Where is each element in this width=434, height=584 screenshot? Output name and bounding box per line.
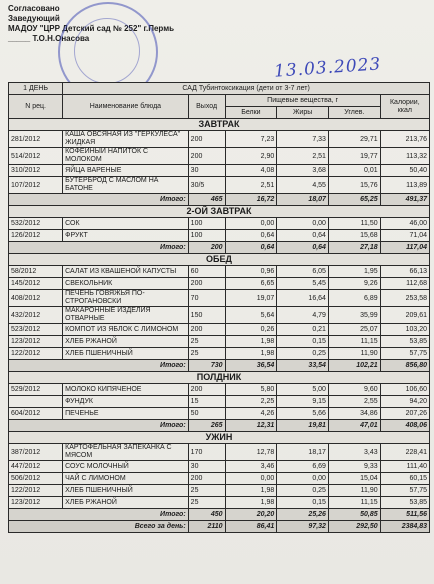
subtotal-calories: 117,04 [380,242,429,254]
grand-total-carbs: 292,50 [328,521,380,533]
dish-output: 200 [188,278,225,290]
protein-value: 0,26 [225,324,277,336]
fat-value: 16,64 [277,290,329,307]
dish-name: ПЕЧЕНЬЕ [63,408,189,420]
section-title: УЖИН [9,432,430,444]
recipe-number: 408/2012 [9,290,63,307]
section-title: ЗАВТРАК [9,119,430,131]
dish-output: 30 [188,165,225,177]
protein-value: 1,98 [225,348,277,360]
dish-output: 15 [188,396,225,408]
subtotal-fat: 19,81 [277,420,329,432]
recipe-number: 604/2012 [9,408,63,420]
calories-value: 60,15 [380,473,429,485]
dish-output: 200 [188,384,225,396]
subtotal-label: Итого: [9,194,189,206]
dish-name: СВЕКОЛЬНИК [63,278,189,290]
section-header [9,206,430,218]
approval-line-3: МАДОУ "ЦРР Детский сад № 252" г.Пермь [8,24,175,33]
dish-name: КАША ОВСЯНАЯ ИЗ "ГЕРКУЛЕСА" ЖИДКАЯ [63,131,189,148]
carbs-value: 9,26 [328,278,380,290]
subtotal-carbs: 65,25 [328,194,380,206]
calories-value: 53,85 [380,336,429,348]
dish-name: ХЛЕБ ПШЕНИЧНЫЙ [63,348,189,360]
section-title: 2-ОЙ ЗАВТРАК [9,206,430,218]
approval-line-1: Согласовано [8,4,60,13]
recipe-number: 447/2012 [9,461,63,473]
carbs-value: 35,99 [328,307,380,324]
subtotal-row [9,194,430,206]
carbs-value: 34,86 [328,408,380,420]
recipe-number: 126/2012 [9,230,63,242]
dish-output: 30/5 [188,177,225,194]
calories-value: 113,89 [380,177,429,194]
recipe-number: 58/2012 [9,266,63,278]
fat-value: 4,55 [277,177,329,194]
calories-value: 53,85 [380,497,429,509]
subtotal-calories: 856,80 [380,360,429,372]
subtotal-row [9,509,430,521]
dish-output: 200 [188,131,225,148]
calories-value: 66,13 [380,266,429,278]
subtotal-label: Итого: [9,242,189,254]
table-row [9,485,430,497]
fat-value: 0,25 [277,485,329,497]
section-header [9,372,430,384]
fat-value: 2,51 [277,148,329,165]
table-row [9,278,430,290]
subtotal-row [9,420,430,432]
protein-value: 1,98 [225,485,277,497]
subtotal-protein: 16,72 [225,194,277,206]
grand-total-calories: 2384,83 [380,521,429,533]
table-row [9,461,430,473]
carbs-value: 6,89 [328,290,380,307]
calories-value: 253,58 [380,290,429,307]
recipe-number: 532/2012 [9,218,63,230]
subtotal-fat: 33,54 [277,360,329,372]
dish-output: 70 [188,290,225,307]
subtotal-carbs: 50,85 [328,509,380,521]
carbs-value: 29,71 [328,131,380,148]
fat-value: 0,25 [277,348,329,360]
calories-value: 57,75 [380,485,429,497]
table-row [9,444,430,461]
carbs-value: 19,77 [328,148,380,165]
table-row [9,497,430,509]
protein-value: 2,25 [225,396,277,408]
dish-name: СОК [63,218,189,230]
recipe-number: 281/2012 [9,131,63,148]
subtotal-label: Итого: [9,360,189,372]
table-row [9,165,430,177]
subtotal-protein: 20,20 [225,509,277,521]
recipe-number: 432/2012 [9,307,63,324]
calories-value: 213,76 [380,131,429,148]
recipe-number: 529/2012 [9,384,63,396]
menu-body [9,119,430,533]
dish-name: ХЛЕБ ПШЕНИЧНЫЙ [63,485,189,497]
carbs-value: 15,04 [328,473,380,485]
dish-name: СОУС МОЛОЧНЫЙ [63,461,189,473]
carbs-value: 15,76 [328,177,380,194]
dish-output: 60 [188,266,225,278]
subtotal-row [9,242,430,254]
subtotal-fat: 18,07 [277,194,329,206]
protein-value: 6,65 [225,278,277,290]
table-row [9,131,430,148]
dish-name: КОФЕЙНЫЙ НАПИТОК С МОЛОКОМ [63,148,189,165]
table-row [9,230,430,242]
protein-value: 1,98 [225,336,277,348]
table-row [9,266,430,278]
grand-total-row [9,521,430,533]
protein-value: 2,90 [225,148,277,165]
grand-total-protein: 86,41 [225,521,277,533]
dish-name: ХЛЕБ РЖАНОЙ [63,336,189,348]
calories-value: 113,32 [380,148,429,165]
recipe-number: 107/2012 [9,177,63,194]
grand-total-fat: 97,32 [277,521,329,533]
subtotal-fat: 0,64 [277,242,329,254]
protein-value: 4,08 [225,165,277,177]
recipe-number: 145/2012 [9,278,63,290]
carbs-value: 11,90 [328,348,380,360]
protein-value: 5,64 [225,307,277,324]
fat-value: 9,15 [277,396,329,408]
subtotal-calories: 511,56 [380,509,429,521]
protein-value: 4,26 [225,408,277,420]
calories-value: 103,20 [380,324,429,336]
fat-value: 6,05 [277,266,329,278]
calories-value: 228,41 [380,444,429,461]
dish-output: 25 [188,336,225,348]
subtotal-row [9,360,430,372]
subtotal-fat: 25,26 [277,509,329,521]
dish-name: ФУНДУК [63,396,189,408]
subtotal-carbs: 102,21 [328,360,380,372]
carbs-value: 11,15 [328,336,380,348]
fat-value: 4,79 [277,307,329,324]
header-calories: Калории, ккал [380,95,429,119]
subtotal-output: 465 [188,194,225,206]
protein-value: 0,64 [225,230,277,242]
calories-value: 94,20 [380,396,429,408]
carbs-value: 9,33 [328,461,380,473]
approval-line-4: _____ Т.О.Н.Онасова [8,34,90,43]
fat-value: 5,00 [277,384,329,396]
header-protein: Белки [225,107,277,119]
dish-name: ХЛЕБ РЖАНОЙ [63,497,189,509]
table-row [9,408,430,420]
dish-name: ФРУКТ [63,230,189,242]
calories-value: 71,04 [380,230,429,242]
dish-output: 30 [188,461,225,473]
grand-total-label: Всего за день: [9,521,189,533]
section-header [9,432,430,444]
dish-name: ЯЙЦА ВАРЕНЫЕ [63,165,189,177]
protein-value: 2,51 [225,177,277,194]
grand-total-output: 2110 [188,521,225,533]
section-header [9,119,430,131]
menu-title: САД Тубинтоксикация (дети от 3-7 лет) [63,83,430,95]
header-dish-name: Наименование блюда [63,95,189,119]
carbs-value: 9,60 [328,384,380,396]
subtotal-protein: 0,64 [225,242,277,254]
fat-value: 5,66 [277,408,329,420]
protein-value: 5,80 [225,384,277,396]
dish-output: 25 [188,348,225,360]
approval-line-2: Заведующий [8,14,60,23]
calories-value: 111,40 [380,461,429,473]
table-row [9,177,430,194]
fat-value: 0,00 [277,473,329,485]
recipe-number: 123/2012 [9,497,63,509]
protein-value: 0,00 [225,218,277,230]
dish-output: 25 [188,485,225,497]
protein-value: 19,07 [225,290,277,307]
recipe-number [9,396,63,408]
carbs-value: 1,95 [328,266,380,278]
fat-value: 0,15 [277,497,329,509]
table-row [9,336,430,348]
fat-value: 0,15 [277,336,329,348]
protein-value: 0,00 [225,473,277,485]
dish-output: 200 [188,473,225,485]
subtotal-label: Итого: [9,420,189,432]
carbs-value: 11,15 [328,497,380,509]
day-label: 1 ДЕНЬ [9,83,63,95]
table-row [9,473,430,485]
menu-table [8,82,430,533]
subtotal-output: 450 [188,509,225,521]
subtotal-output: 265 [188,420,225,432]
dish-output: 200 [188,324,225,336]
dish-name: МАКАРОННЫЕ ИЗДЕЛИЯ ОТВАРНЫЕ [63,307,189,324]
recipe-number: 122/2012 [9,485,63,497]
fat-value: 7,33 [277,131,329,148]
subtotal-calories: 491,37 [380,194,429,206]
table-row [9,148,430,165]
dish-name: БУТЕРБРОД С МАСЛОМ НА БАТОНЕ [63,177,189,194]
protein-value: 3,46 [225,461,277,473]
dish-output: 25 [188,497,225,509]
dish-name: КАРТОФЕЛЬНАЯ ЗАПЕКАНКА С МЯСОМ [63,444,189,461]
dish-name: ЧАЙ С ЛИМОНОМ [63,473,189,485]
calories-value: 112,68 [380,278,429,290]
protein-value: 12,78 [225,444,277,461]
recipe-number: 122/2012 [9,348,63,360]
header-carbs: Углев. [328,107,380,119]
recipe-number: 523/2012 [9,324,63,336]
dish-output: 100 [188,230,225,242]
recipe-number: 123/2012 [9,336,63,348]
calories-value: 57,75 [380,348,429,360]
recipe-number: 506/2012 [9,473,63,485]
table-row [9,324,430,336]
carbs-value: 15,68 [328,230,380,242]
calories-value: 50,40 [380,165,429,177]
calories-value: 106,60 [380,384,429,396]
table-row [9,290,430,307]
header-fat: Жиры [277,107,329,119]
dish-output: 50 [188,408,225,420]
carbs-value: 11,90 [328,485,380,497]
subtotal-protein: 12,31 [225,420,277,432]
table-row [9,384,430,396]
calories-value: 207,26 [380,408,429,420]
recipe-number: 310/2012 [9,165,63,177]
table-row [9,218,430,230]
fat-value: 18,17 [277,444,329,461]
section-header [9,254,430,266]
protein-value: 0,96 [225,266,277,278]
dish-output: 200 [188,148,225,165]
dish-output: 150 [188,307,225,324]
header-output: Выход [188,95,225,119]
subtotal-output: 200 [188,242,225,254]
header-recipe-no: N рец. [9,95,63,119]
calories-value: 209,61 [380,307,429,324]
table-row [9,348,430,360]
recipe-number: 387/2012 [9,444,63,461]
calories-value: 46,00 [380,218,429,230]
subtotal-calories: 408,06 [380,420,429,432]
fat-value: 0,64 [277,230,329,242]
fat-value: 0,21 [277,324,329,336]
protein-value: 1,98 [225,497,277,509]
handwritten-date: 13.03.2023 [273,54,382,82]
section-title: ПОЛДНИК [9,372,430,384]
recipe-number: 514/2012 [9,148,63,165]
section-title: ОБЕД [9,254,430,266]
carbs-value: 11,50 [328,218,380,230]
fat-value: 6,69 [277,461,329,473]
subtotal-label: Итого: [9,509,189,521]
carbs-value: 2,55 [328,396,380,408]
dish-output: 170 [188,444,225,461]
subtotal-output: 730 [188,360,225,372]
subtotal-protein: 36,54 [225,360,277,372]
fat-value: 3,68 [277,165,329,177]
dish-output: 100 [188,218,225,230]
carbs-value: 0,01 [328,165,380,177]
table-row [9,307,430,324]
fat-value: 5,45 [277,278,329,290]
carbs-value: 25,07 [328,324,380,336]
header-nutrients: Пищевые вещества, г [225,95,380,107]
subtotal-carbs: 27,18 [328,242,380,254]
protein-value: 7,23 [225,131,277,148]
fat-value: 0,00 [277,218,329,230]
table-row [9,396,430,408]
subtotal-carbs: 47,01 [328,420,380,432]
carbs-value: 3,43 [328,444,380,461]
dish-name: ПЕЧЕНЬ ГОВЯЖЬЯ ПО-СТРОГАНОВСКИ [63,290,189,307]
dish-name: МОЛОКО КИПЯЧЕНОЕ [63,384,189,396]
dish-name: САЛАТ ИЗ КВАШЕНОЙ КАПУСТЫ [63,266,189,278]
dish-name: КОМПОТ ИЗ ЯБЛОК С ЛИМОНОМ [63,324,189,336]
